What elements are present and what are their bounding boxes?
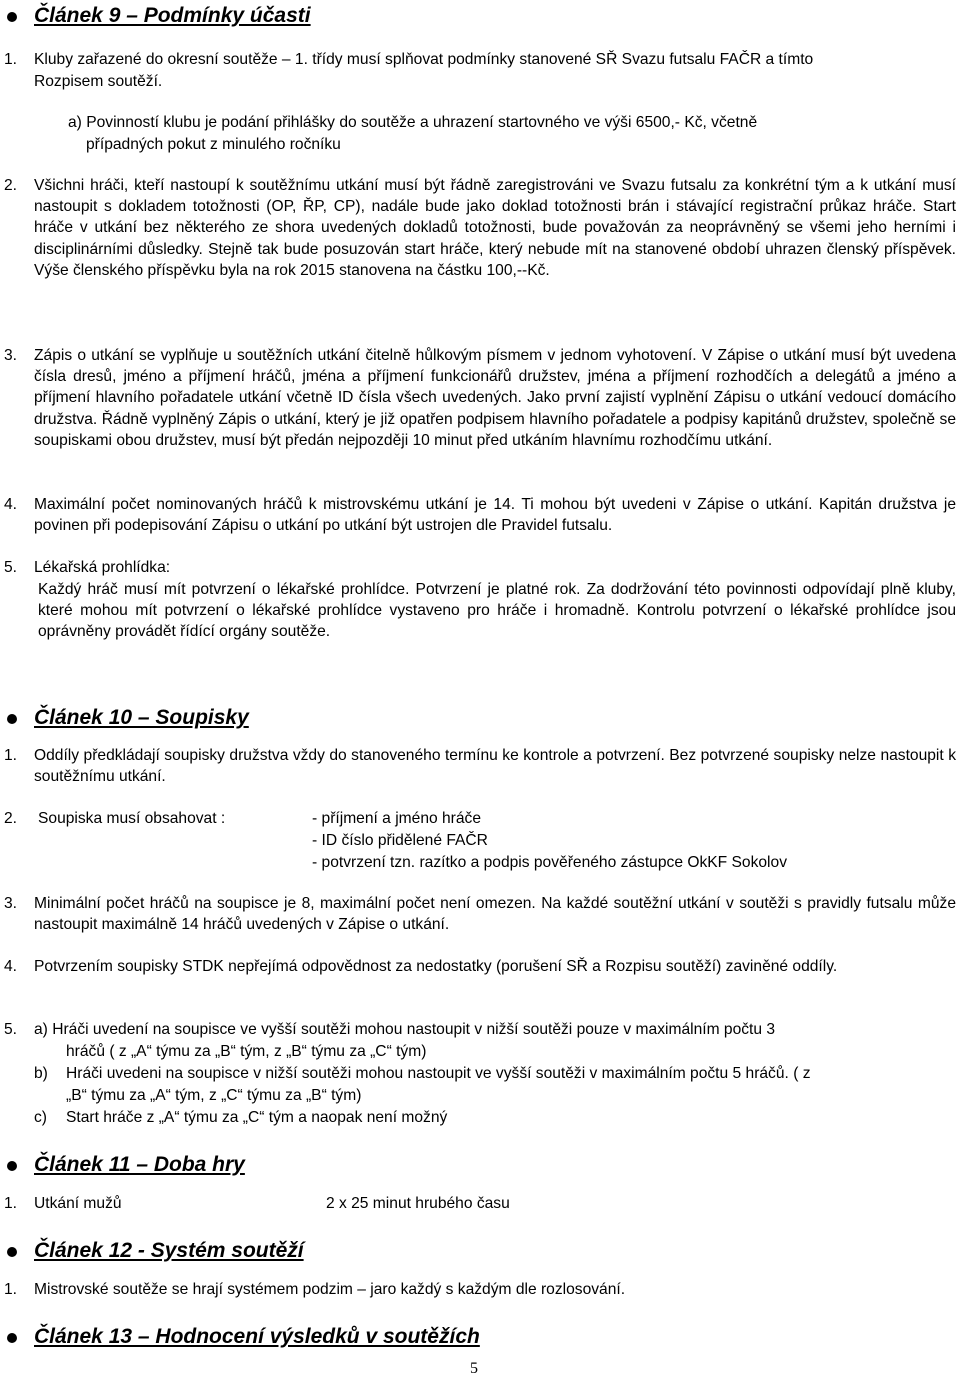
paragraph-line: případných pokut z minulého ročníku [86,136,341,153]
item-number: 4. [4,496,18,513]
item-number: 3. [4,347,18,364]
paragraph: Každý hráč musí mít potvrzení o lékařské prohlídce. Potvrzení je platné rok. Za dodržování této povinnosti odpovídají plně kluby, které mohou mít potvrzení o lékařské prohlídce vystaveno pro hráče i hromadně. Kontrolu potvrzení o lékařské prohlídce jsou oprávněny provádět řídící orgány soutěže. [38,581,956,641]
paragraph-title: Lékařská prohlídka: [34,559,171,576]
item-number: 3. [4,895,18,912]
paragraph-line: Hráči uvedeni na soupisce v nižší soutěži mohou nastoupit ve vyšší soutěži v maximálním počtu 5 hráčů. ( z [66,1065,811,1082]
match-duration-value: 2 x 25 minut hrubého času [326,1195,510,1212]
list-label: Soupiska musí obsahovat : [38,810,226,827]
bullet-icon [7,12,17,22]
item-letter: b) [34,1065,48,1082]
match-type-label: Utkání mužů [34,1195,122,1212]
bullet-icon [7,1247,17,1257]
item-number: 2. [4,177,18,194]
item-number: 1. [4,51,18,68]
paragraph: Zápis o utkání se vyplňuje u soutěžních utkání čitelně hůlkovým písmem v jednom vyhotovení. V Zápise o utkání musí být uvedena čísla dresů, jméno a příjmení hráčů, jména a příjmení funkcionářů družstev, jména a příjmení rozhodčích a delegátů a jméno a příjmení hlavního pořadatele utkání včetně ID čísla všech uvedených. Jako první zajistí vyplnění Zápisu o utkání vedoucí domácího družstva. Řádně vyplněný Zápis o utkání, který je již opatřen podpisem hlavního pořadatele a podpisy kapitánů družstev, společně se soupiskami obou družstev, musí být předán nejpozději 10 minut před utkáním hlavnímu rozhodčímu utkání. [34,347,956,449]
paragraph-line: „B“ týmu za „A“ tým, z „C“ týmu za „B“ tým) [66,1087,362,1104]
article-11-title: Článek 11 – Doba hry [34,1153,245,1176]
paragraph-line: Kluby zařazené do okresní soutěže – 1. třídy musí splňovat podmínky stanovené SŘ Svazu futsalu FAČR a tímto [34,51,814,68]
item-number: 1. [4,1195,18,1212]
paragraph-line: Start hráče z „A“ týmu za „C“ tým a naopak není možný [66,1109,448,1126]
bullet-icon [7,1161,17,1171]
paragraph-line: Rozpisem soutěží. [34,73,163,90]
article-12-title: Článek 12 - Systém soutěží [34,1239,304,1262]
item-letter: c) [34,1109,47,1126]
bullet-icon [7,714,17,724]
paragraph: Oddíly předkládají soupisky družstva vždy do stanoveného termínu ke kontrole a potvrzení. Bez potvrzené soupisky nelze nastoupit k soutěžnímu utkání. [34,747,956,786]
paragraph-line: hráčů ( z „A“ týmu za „B“ tým, z „B“ týmu za „C“ tým) [66,1043,427,1060]
item-number: 5. [4,559,18,576]
article-9-title: Článek 9 – Podmínky účasti [34,4,311,27]
item-number: 1. [4,1281,18,1298]
article-10-title: Článek 10 – Soupisky [34,706,249,729]
paragraph: Potvrzením soupisky STDK nepřejímá odpovědnost za nedostatky (porušení SŘ a Rozpisu soutěží) zaviněné oddíly. [34,958,838,975]
paragraph-line: Mistrovské soutěže se hrají systémem podzim – jaro každý s každým dle rozlosování. [34,1281,626,1298]
list-item: - ID číslo přidělené FAČR [312,832,488,849]
paragraph: Všichni hráči, kteří nastoupí k soutěžnímu utkání musí být řádně zaregistrováni ve Svazu futsalu za konkrétní tým a k utkání musí nastoupit s dokladem totožnosti (OP, ŘP, CP), nadále bude jako doklad totožnosti brán i stávající registrační průkaz hráče. Start hráče v utkání bez některého ze shora uvedených dokladů totožnosti, bude považován za neoprávněný se všemi jeho herními i disciplinárními důsledky. Stejně tak bude posuzován start hráče, který nebude mít na stanovené období uhrazen členský příspěvek. Výše členského příspěvku byla na rok 2015 stanovena na částku 100,--Kč. [34,177,956,279]
item-number: 4. [4,958,18,975]
paragraph-line: a) Povinností klubu je podání přihlášky do soutěže a uhrazení startovného ve výši 6500,- Kč, včetně [68,114,758,131]
page-number: 5 [470,1360,478,1377]
item-number: 1. [4,747,18,764]
list-item: - potvrzení tzn. razítko a podpis pověřeného zástupce OkKF Sokolov [312,854,787,871]
paragraph: Minimální počet hráčů na soupisce je 8, maximální počet není omezen. Na každé soutěžní utkání v soutěži s pravidly futsalu může nastoupit maximálně 14 hráčů uvedených v Zápise o utkání. [34,895,956,934]
paragraph: Maximální počet nominovaných hráčů k mistrovskému utkání je 14. Ti mohou být uvedeni v Zápise o utkání. Kapitán družstva je povinen při podepisování Zápisu o utkání po utkání být ustrojen dle Pravidel futsalu. [34,496,956,535]
paragraph-line: a) Hráči uvedení na soupisce ve vyšší soutěži mohou nastoupit v nižší soutěži pouze v maximálním počtu 3 [34,1021,776,1038]
item-number: 5. [4,1021,18,1038]
list-item: - příjmení a jméno hráče [312,810,482,827]
item-number: 2. [4,810,18,827]
bullet-icon [7,1333,17,1343]
article-13-title: Článek 13 – Hodnocení výsledků v soutěžích [34,1325,480,1348]
